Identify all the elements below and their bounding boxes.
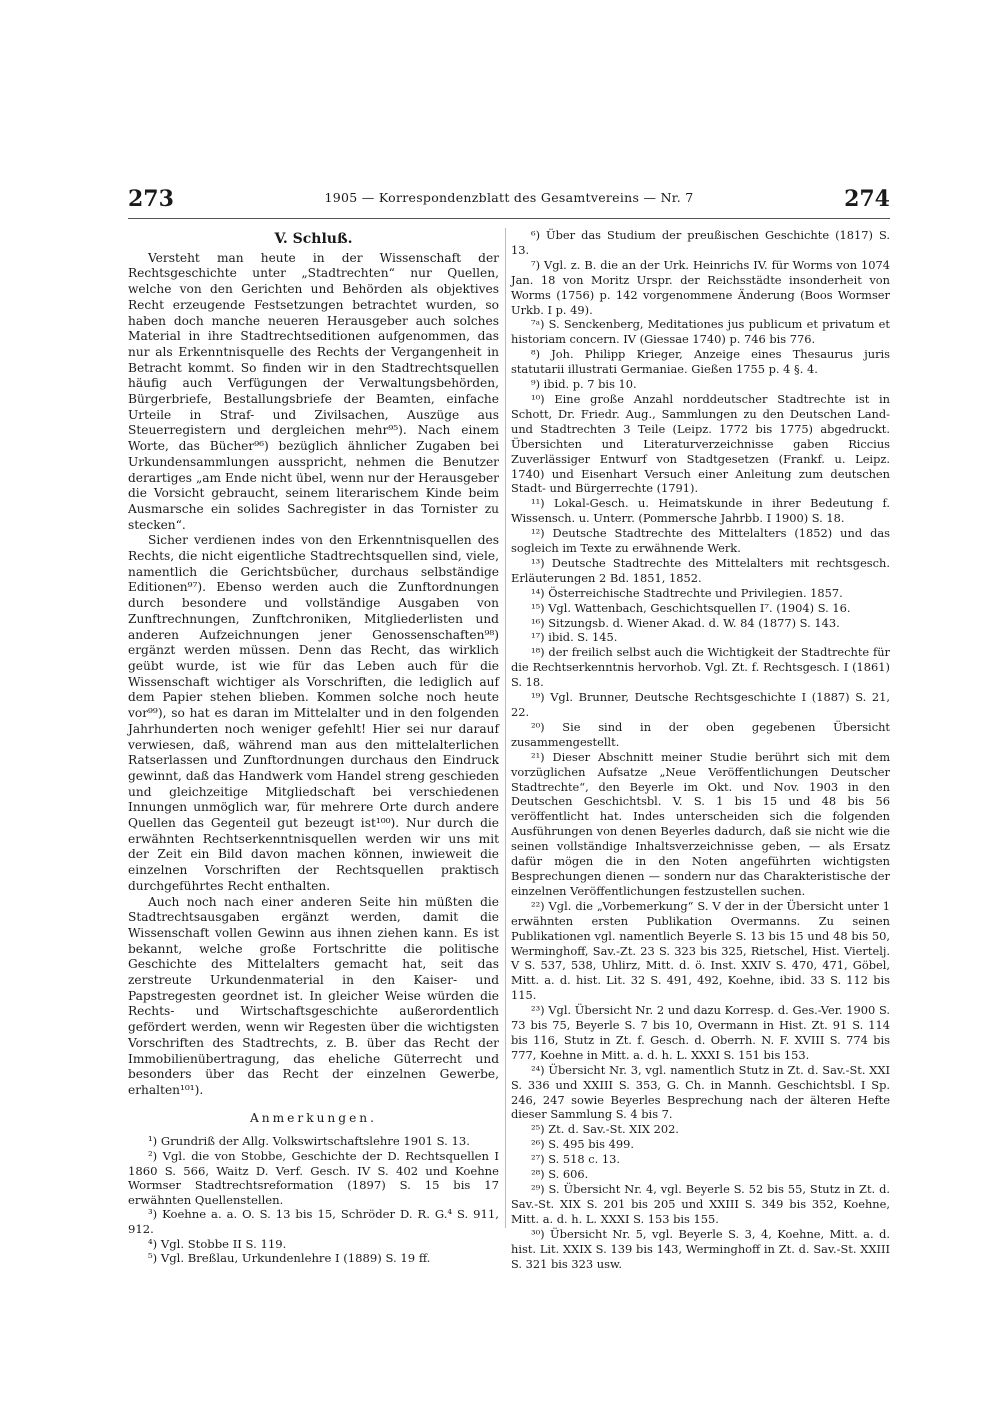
footnote: ¹) Grundriß der Allg. Volkswirtschaftslehre 1901 S. 13. xyxy=(148,1134,470,1149)
footnote: ²⁸) S. 606. xyxy=(531,1167,589,1182)
footnote: ²³) Vgl. Übersicht Nr. 2 und dazu Korresp. d. Ges.-Ver. 1900 S. 73 bis 75, Beyerle S. 7 bis 10, Overmann in Hist. Zt. 91 S. 114 bis 116, Stutz in Zt. f. Gesch. d. Oberrh. N. F. XVIII S. 774 bis 777, Koehne in Mitt. a. d. h. L. XXXI S. 151 bis 153. xyxy=(511,1003,890,1062)
page-number-left: 273 xyxy=(128,186,174,212)
paragraph: Sicher verdienen indes von den Erkenntnisquellen des Rechts, die nicht eigentliche Stadtrechtsquellen sind, viele, namentlich die Gerichtsbücher, durchaus selbständige Editionen⁹⁷). Ebenso werden auch die Zunftordnungen durch besondere und vollständige Ausgaben von Zunftrechnungen, Zunftchroniken, Mitgliederlisten und anderen Aufzeichnungen jener Genossenschaften⁹⁸) ergänzt werden müssen. Denn das Recht, das wirklich geübt wurde, ist wie für das Leben auch für die Wissenschaft wichtiger als Vorschriften, die lediglich auf dem Papier stehen blieben. Kommen solche noch heute vor⁹⁹), so hat es daran im Mittelalter und in den folgenden Jahrhunderten noch weniger gefehlt! Hier sei nur darauf verwiesen, daß, während man aus den mittelalterlichen Ratserlassen und Zunftordnungen durchaus den Eindruck gewinnt, daß das Handwerk vom Handel streng geschieden und gleichzeitige Mitgliedschaft bei verschiedenen Innungen unmöglich war, für mehrere Orte durch andere Quellen das Gegenteil gut bezeugt ist¹⁰⁰). Nur durch die erwähnten Rechtserkenntnisquellen werden wir uns mit der Zeit ein Bild davon machen können, inwieweit die einzelnen Vorschriften der Rechtsquellen praktisch durchgeführtes Recht enthalten. xyxy=(128,533,499,893)
footnote: ¹⁷) ibid. S. 145. xyxy=(531,630,618,645)
footnote: ⁸) Joh. Philipp Krieger, Anzeige eines Thesaurus juris statutarii illustrati Germaniae. Gießen 1755 p. 4 §. 4. xyxy=(511,347,890,377)
footnote: ¹³) Deutsche Stadtrechte des Mittelalters mit rechtsgesch. Erläuterungen 2 Bd. 1851, 1852. xyxy=(511,555,890,585)
right-column xyxy=(511,228,890,1271)
footnote: ²) Vgl. die von Stobbe, Geschichte der D. Rechtsquellen I 1860 S. 566, Waitz D. Verf. Gesch. IV S. 402 und Koehne Wormser Stadtrechtsreformation (1897) S. 15 bis 17 erwähnten Quellenstellen. xyxy=(128,1148,499,1207)
footnote: ³⁰) Übersicht Nr. 5, vgl. Beyerle S. 3, 4, Koehne, Mitt. a. d. hist. Lit. XXIX S. 139 bis 143, Werminghoff in Zt. d. Sav.-St. XXIII S. 321 bis 323 usw. xyxy=(511,1226,890,1271)
footnote: ⁶) Über das Studium der preußischen Geschichte (1817) S. 13. xyxy=(511,228,890,257)
page-header xyxy=(128,186,890,214)
running-title: 1905 — Korrespondenzblatt des Gesamtvereins — Nr. 7 xyxy=(324,190,694,205)
footnote: ¹⁴) Österreichische Stadtrechte und Privilegien. 1857. xyxy=(531,585,843,600)
footnote: ⁴) Vgl. Stobbe II S. 119. xyxy=(148,1236,287,1251)
footnote: ²¹) Dieser Abschnitt meiner Studie berührt sich mit dem vorzüglichen Aufsatze „Neue Veröffentlichungen Deutscher Stadtrechte“, den Beyerle im Okt. und Nov. 1903 in den Deutschen Geschichtsbl. V. S. 1 bis 15 und 48 bis 56 veröffentlicht hat. Indes unterscheiden sich die folgenden Ausführungen von denen Beyerles dadurch, daß sie nicht wie die seinen vollständige Inhaltsverzeichnisse geben, — als Ersatz dafür mögen die in den Noten angeführten wichtigsten Besprechungen dienen — sondern nur das Charakteristische der einzelnen Veröffentlichungen festzustellen suchen. xyxy=(511,749,890,898)
footnote: ⁷) Vgl. z. B. die an der Urk. Heinrichs IV. für Worms von 1074 Jan. 18 von Moritz Urspr. der Reichsstädte insonderheit von Worms (1756) p. 142 vorgenommene Änderung (Boos Wormser Urkb. I p. 49). xyxy=(511,257,890,317)
footnote: ²⁴) Übersicht Nr. 3, vgl. namentlich Stutz in Zt. d. Sav.-St. XXI S. 336 und XXIII S. 353, G. Ch. in Mannh. Geschichtsbl. I Sp. 246, 247 sowie Beyerles Besprechung nach der älteren Hefte dieser Sammlung S. 4 bis 7. xyxy=(511,1062,890,1122)
footnote: ⁷ᵃ) S. Senckenberg, Meditationes jus publicum et privatum et historiam concern. IV (Giessae 1740) p. 746 bis 776. xyxy=(511,317,890,347)
footnote: ²⁷) S. 518 c. 13. xyxy=(531,1152,620,1167)
footnote: ²²) Vgl. die „Vorbemerkung“ S. V der in der Übersicht unter 1 erwähnten ersten Publikation Overmanns. Zu seinen Publikationen vgl. namentlich Beyerle S. 13 bis 15 und 48 bis 50, Werminghoff, Sav.-Zt. 23 S. 323 bis 325, Rietschel, Hist. Viertelj. V S. 537, 538, Uhlirz, Mitt. d. ö. Inst. XXIV S. 470, 471, Göbel, Mitt. a. d. hist. Lit. 32 S. 491, 492, Koehne, ibid. 33 S. 112 bis 115. xyxy=(511,898,890,1003)
left-column xyxy=(128,228,499,1266)
header-rule xyxy=(128,218,890,219)
footnote: ²⁶) S. 495 bis 499. xyxy=(531,1137,634,1152)
paragraph: Versteht man heute in der Wissenschaft der Rechtsgeschichte unter „Stadtrechten“ nur Quellen, welche von den Gerichten und Behörden als objektives Recht erzeugende Festsetzungen betrachtet wurden, so haben doch manche neueren Herausgeber auch solches Material in ihre Stadtrechtseditionen aufgenommen, das nur als Erkenntnisquelle des Rechts der Vergangenheit in Betracht kommt. So finden wir in den Stadtrechtsquellen häufig auch Verfügungen der Verwaltungsbehörden, Bürgerbriefe, Bestallungsbriefe der Beamten, einfache Urteile in Straf- und Zivilsachen, Auszüge aus Steuerregistern und dergleichen mehr⁹⁵). Nach einem Worte, das Bücher⁹⁶) bezüglich ähnlicher Zugaben bei Urkundensammlungen ausspricht, nehmen die Benutzer derartiges „am Ende nicht übel, wenn nur der Herausgeber die Vorsicht gebraucht, seinem literarischem Kinde beim Ausmarsche ein solides Sachregister in das Tornister zu stecken“. xyxy=(128,250,499,532)
footnote: ⁹) ibid. p. 7 bis 10. xyxy=(531,377,637,392)
notes-heading: Anmerkungen. xyxy=(249,1110,378,1125)
footnote: ¹⁵) Vgl. Wattenbach, Geschichtsquellen I⁷. (1904) S. 16. xyxy=(531,600,851,615)
paragraph: Auch noch nach einer anderen Seite hin müßten die Stadtrechtsausgaben ergänzt werden, damit die Wissenschaft vollen Gewinn aus ihnen ziehen kann. Es ist bekannt, welche große Fortschritte die politische Geschichte des Mittelalters gemacht hat, seit das zerstreute Urkundenmaterial in den Kaiser- und Papstregesten geordnet ist. In gleicher Weise würden die Rechts- und Wirtschaftsgeschichte außerordentlich gefördert werden, wenn wir Regesten über die wichtigsten Vorschriften des Stadtrechts, z. B. über das Recht der Immobilienübertragung, das eheliche Güterrecht und besonders über das Recht der einzelnen Gewerbe, erhalten¹⁰¹). xyxy=(128,894,499,1097)
footnote: ²⁰) Sie sind in der oben gegebenen Übersicht zusammengestellt. xyxy=(511,719,890,749)
column-divider xyxy=(505,228,506,1228)
footnote: ⁵) Vgl. Breßlau, Urkundenlehre I (1889) S. 19 ff. xyxy=(148,1251,431,1266)
footnote: ¹¹) Lokal-Gesch. u. Heimatskunde in ihrer Bedeutung f. Wissensch. u. Unterr. (Pommersche Jahrbb. I 1900) S. 18. xyxy=(511,496,890,526)
footnote: ²⁹) S. Übersicht Nr. 4, vgl. Beyerle S. 52 bis 55, Stutz in Zt. d. Sav.-St. XIX S. 201 bis 205 und XXIII S. 349 bis 352, Koehne, Mitt. a. d. h. L. XXXI S. 153 bis 155. xyxy=(511,1182,890,1226)
footnote: ¹⁶) Sitzungsb. d. Wiener Akad. d. W. 84 (1877) S. 143. xyxy=(531,615,840,630)
section-title: V. Schluß. xyxy=(274,231,353,247)
footnote: ¹⁰) Eine große Anzahl norddeutscher Stadtrechte ist in Schott, Dr. Friedr. Aug., Sammlungen zu den Deutschen Land- und Stadtrechten 3 Teile (Leipz. 1772 bis 1775) abgedruckt. Übersichten und Literaturverzeichnisse gaben Riccius Zuverlässiger Entwurf von Stadtgesetzen (Frankf. u. Leipz. 1740) und Eisenhart Versuch einer Anleitung zum deutschen Stadt- und Bürgerrechte (1791). xyxy=(511,391,890,496)
footnote: ¹⁸) der freilich selbst auch die Wichtigkeit der Stadtrechte für die Rechtserkenntnis hervorhob. Vgl. Zt. f. Rechtsgesch. I (1861) S. 18. xyxy=(511,645,890,690)
footnote: ¹⁹) Vgl. Brunner, Deutsche Rechtsgeschichte I (1887) S. 21, 22. xyxy=(511,690,890,719)
page-number-right: 274 xyxy=(844,186,890,212)
footnote: ¹²) Deutsche Stadtrechte des Mittelalters (1852) und das sogleich im Texte zu erwähnende Werk. xyxy=(511,526,890,556)
footnote: ³) Koehne a. a. O. S. 13 bis 15, Schröder D. R. G.⁴ S. 911, 912. xyxy=(128,1207,499,1236)
footnote: ²⁵) Zt. d. Sav.-St. XIX 202. xyxy=(531,1122,679,1137)
